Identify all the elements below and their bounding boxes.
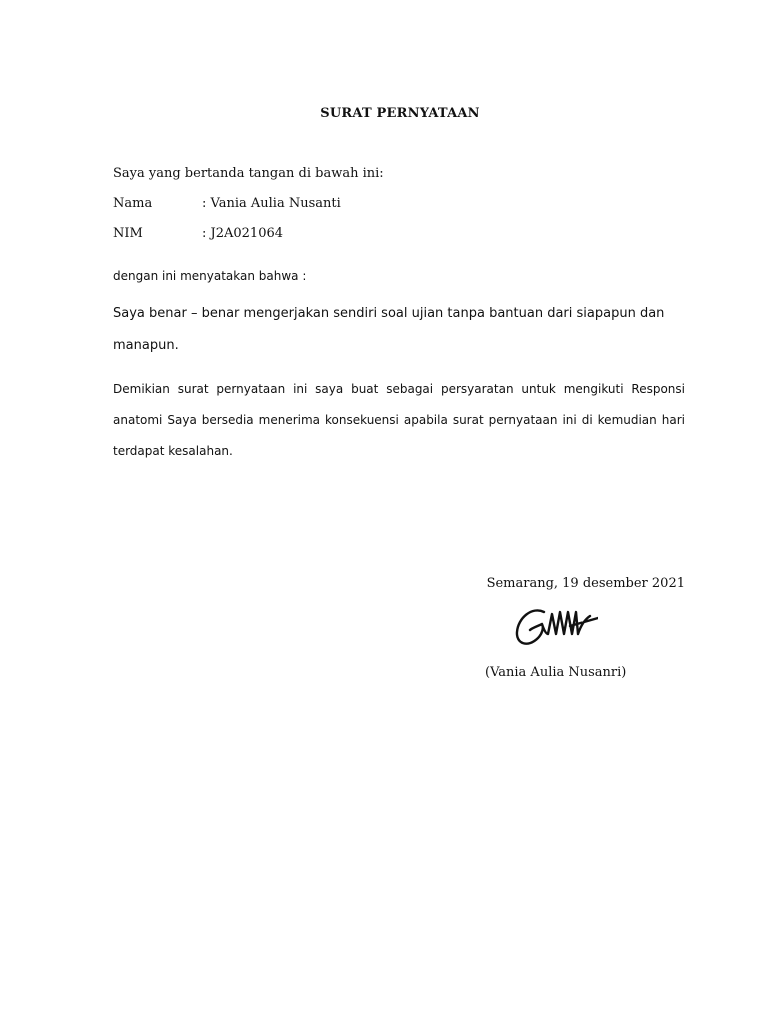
field-value-name: : Vania Aulia Nusanti (202, 196, 341, 211)
closing-paragraph: Demikian surat pernyataan ini saya buat sebagai persyaratan untuk mengikuti Responsi anatomi Saya bersedia menerima konsekuensi apabila surat pernyataan ini di kemudian hari terdapat kesalahan. (113, 382, 685, 458)
document-title: SURAT PERNYATAAN (320, 106, 480, 121)
field-label-nim: NIM (113, 226, 143, 241)
signature-image (514, 604, 598, 650)
signatory-name: (Vania Aulia Nusanri) (485, 665, 627, 680)
field-label-name: Nama (113, 196, 153, 211)
declaration-intro: dengan ini menyatakan bahwa : (113, 269, 307, 283)
intro-text: Saya yang bertanda tangan di bawah ini: (113, 166, 384, 181)
place-date: Semarang, 19 desember 2021 (486, 576, 685, 591)
field-value-nim: : J2A021064 (202, 226, 284, 241)
statement-paragraph: Saya benar – benar mengerjakan sendiri soal ujian tanpa bantuan dari siapapun dan manapun. (113, 306, 665, 353)
